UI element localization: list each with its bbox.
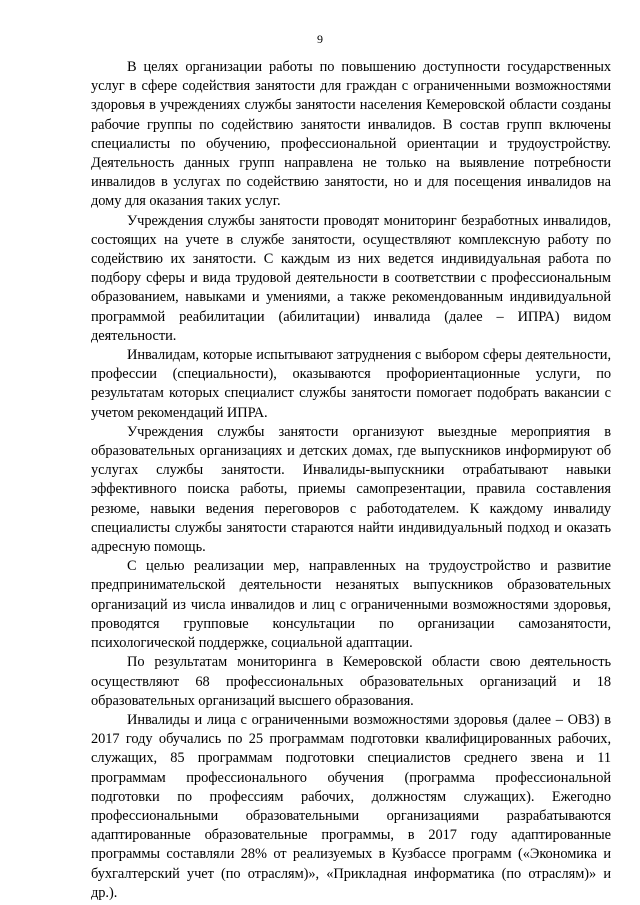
- paragraph-working-groups: В целях организации работы по повышению доступности государственных услуг в сфере содействия занятости для граждан с ограниченными возможностями здоровья в учреждениях службы занятости населения Кемеровской области созданы рабочие группы по содействию занятости инвалидов. В состав групп включены специалисты по обучению, профессиональной ориентации и трудоустройству. Деятельность данных групп направлена не только на выявление потребности инвалидов в услугах по содействию занятости, но и для посещения инвалидов на дому для оказания таких услуг.: [91, 59, 611, 210]
- paragraph-monitoring: Учреждения службы занятости проводят мониторинг безработных инвалидов, состоящих на учете в службе занятости, осуществляют комплексную работу по содействию их занятости. С каждым из них ведется индивидуальная работа по подбору сферы и вида трудовой деятельности в соответствии с профессиональным образованием, навыками и умениями, а также рекомендованным индивидуальной программой реабилитации (абилитации) инвалида (далее – ИПРА) видом деятельности.: [91, 212, 611, 344]
- paragraph-outreach-events: Учреждения службы занятости организуют выездные мероприятия в образовательных организациях и детских домах, где выпускников информируют об услугах службы занятости. Инвалиды-выпускники отрабатывают навыки эффективного поиска работы, приемы самопрезентации, правила составления резюме, навыки ведения переговоров с работодателем. К каждому инвалиду специалисты службы занятости стараются найти индивидуальный подход и оказать адресную помощь.: [91, 423, 611, 556]
- paragraph-organizations-count: По результатам мониторинга в Кемеровской области свою деятельность осуществляют 68 профессиональных образовательных организаций и 18 образовательных организаций высшего образования.: [91, 654, 611, 709]
- paragraph-career-guidance: Инвалидам, которые испытывают затруднения с выбором сферы деятельности, профессии (специальности), оказываются профориентационные услуги, по результатам которых специалист службы занятости помогает подобрать вакансии с учетом рекомендаций ИПРА.: [91, 347, 611, 421]
- page-number: 9: [317, 32, 323, 46]
- paragraph-entrepreneurship: С целью реализации мер, направленных на трудоустройство и развитие предпринимательской деятельности незанятых выпускников образовательных организаций из числа инвалидов и лиц с ограниченными возможностями здоровья, проводятся групповые консультации по организации самозанятости, психологической поддержке, социальной адаптации.: [91, 558, 611, 652]
- paragraph-education-programs: Инвалиды и лица с ограниченными возможностями здоровья (далее – ОВЗ) в 2017 году обучались по 25 программам подготовки квалифицированных рабочих, служащих, 85 программам подготовки специалистов среднего звена и 11 программам профессионального обучения (программа профессиональной подготовки по профессиям рабочих, должностям служащих). Ежегодно профессиональными образовательными организациями разрабатываются адаптированные образовательные программы, в 2017 году адаптированные программы составляли 28% от реализуемых в Кузбассе программ («Экономика и бухгалтерский учет (по отраслям)», «Прикладная информатика (по отраслям)» и др.).: [91, 711, 611, 901]
- document-body: [91, 58, 611, 903]
